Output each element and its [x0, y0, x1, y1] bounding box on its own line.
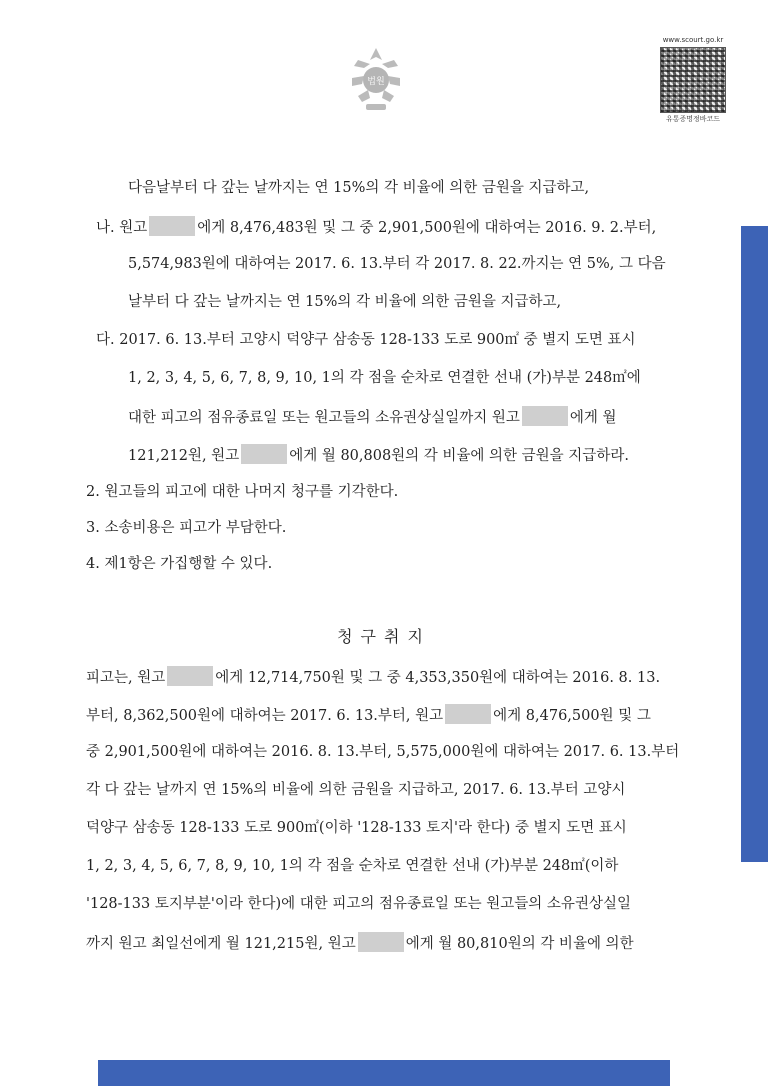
order-text: 다음날부터 다 갚는 날까지는 연 15%의 각 비율에 의한 금원을 지급하고, [128, 180, 590, 196]
section-heading: 청구취지 [337, 627, 431, 646]
claim-text: '128-133 토지부분'이라 한다)에 대한 피고의 점유종료일 또는 원고들의 소유권상실일 [86, 896, 631, 912]
bottom-color-bar [98, 1060, 670, 1086]
claim-text: 에게 월 80,810원의 각 비율에 의한 [405, 936, 634, 952]
court-emblem-logo [348, 44, 404, 116]
claim-line [86, 856, 618, 876]
claim-line [86, 742, 679, 762]
claim-line [86, 818, 627, 838]
order-line [86, 482, 398, 502]
order-line [86, 518, 286, 538]
order-line [128, 292, 561, 312]
redacted-name [445, 704, 491, 724]
claim-line [86, 894, 631, 914]
redacted-name [167, 666, 213, 686]
claim-text: 중 2,901,500원에 대하여는 2016. 8. 13.부터, 5,575,000원에 대하여는 2017. 6. 13.부터 [86, 744, 680, 760]
order-line [128, 368, 641, 388]
order-line [128, 178, 589, 198]
order-text: 대한 피고의 점유종료일 또는 원고들의 소유권상실일까지 원고 [128, 410, 520, 426]
claim-text: 까지 원고 최일선에게 월 121,215원, 원고 [86, 936, 356, 952]
qr-url: www.scourt.go.kr [662, 36, 724, 44]
order-text: 다. 2017. 6. 13.부터 고양시 덕양구 삼송동 128-133 도로 900㎡ 중 별지 도면 표시 [96, 332, 636, 348]
order-text: 4. 제1항은 가집행할 수 있다. [86, 556, 273, 572]
claim-line [86, 704, 651, 726]
order-text: 에게 8,476,483원 및 그 중 2,901,500원에 대하여는 2016. 9. 2.부터, [197, 220, 657, 236]
order-line [96, 330, 636, 350]
order-text: 5,574,983원에 대하여는 2017. 6. 13.부터 각 2017. 8. 22.까지는 연 5%, 그 다음 [128, 256, 666, 272]
order-line [128, 254, 666, 274]
claim-text: 1, 2, 3, 4, 5, 6, 7, 8, 9, 10, 1의 각 점을 순차로 연결한 선내 (가)부분 248㎡(이하 [86, 858, 619, 874]
claim-line [86, 932, 634, 954]
claim-text: 덕양구 삼송동 128-133 도로 900㎡(이하 '128-133 토지'라 한다) 중 별지 도면 표시 [86, 820, 627, 836]
order-line [86, 554, 272, 574]
claim-text: 각 다 갚는 날까지 연 15%의 비율에 의한 금원을 지급하고, 2017. 6. 13.부터 고양시 [86, 782, 626, 798]
claim-line [86, 666, 660, 688]
claim-text: 부터, 8,362,500원에 대하여는 2017. 6. 13.부터, 원고 [86, 708, 444, 724]
redacted-name [358, 932, 404, 952]
order-line [128, 406, 616, 428]
order-text: 날부터 다 갚는 날까지는 연 15%의 각 비율에 의한 금원을 지급하고, [128, 294, 562, 310]
order-text: 에게 월 [569, 410, 617, 426]
claim-text: 에게 8,476,500원 및 그 [493, 708, 651, 724]
order-text: 에게 월 80,808원의 각 비율에 의한 금원을 지급하라. [289, 448, 629, 464]
qr-code-block [660, 36, 726, 124]
order-text: 1, 2, 3, 4, 5, 6, 7, 8, 9, 10, 1의 각 점을 순차로 연결한 선내 (가)부분 248㎡에 [128, 370, 641, 386]
redacted-name [241, 444, 287, 464]
order-text: 3. 소송비용은 피고가 부담한다. [86, 520, 287, 536]
order-line [96, 216, 656, 238]
qr-code-icon [660, 47, 726, 113]
side-color-bar [741, 226, 768, 862]
claim-line [86, 780, 625, 800]
order-line [128, 444, 629, 466]
order-text: 2. 원고들의 피고에 대한 나머지 청구를 기각한다. [86, 484, 399, 500]
redacted-name [522, 406, 568, 426]
qr-caption: 유통증명정바코드 [665, 115, 721, 123]
order-text: 나. 원고 [96, 220, 148, 236]
claim-text: 피고는, 원고 [86, 670, 166, 686]
claim-text: 에게 12,714,750원 및 그 중 4,353,350원에 대하여는 2016. 8. 13. [215, 670, 661, 686]
emblem-text: 법원 [367, 77, 385, 87]
order-text: 121,212원, 원고 [128, 448, 240, 464]
redacted-name [149, 216, 195, 236]
